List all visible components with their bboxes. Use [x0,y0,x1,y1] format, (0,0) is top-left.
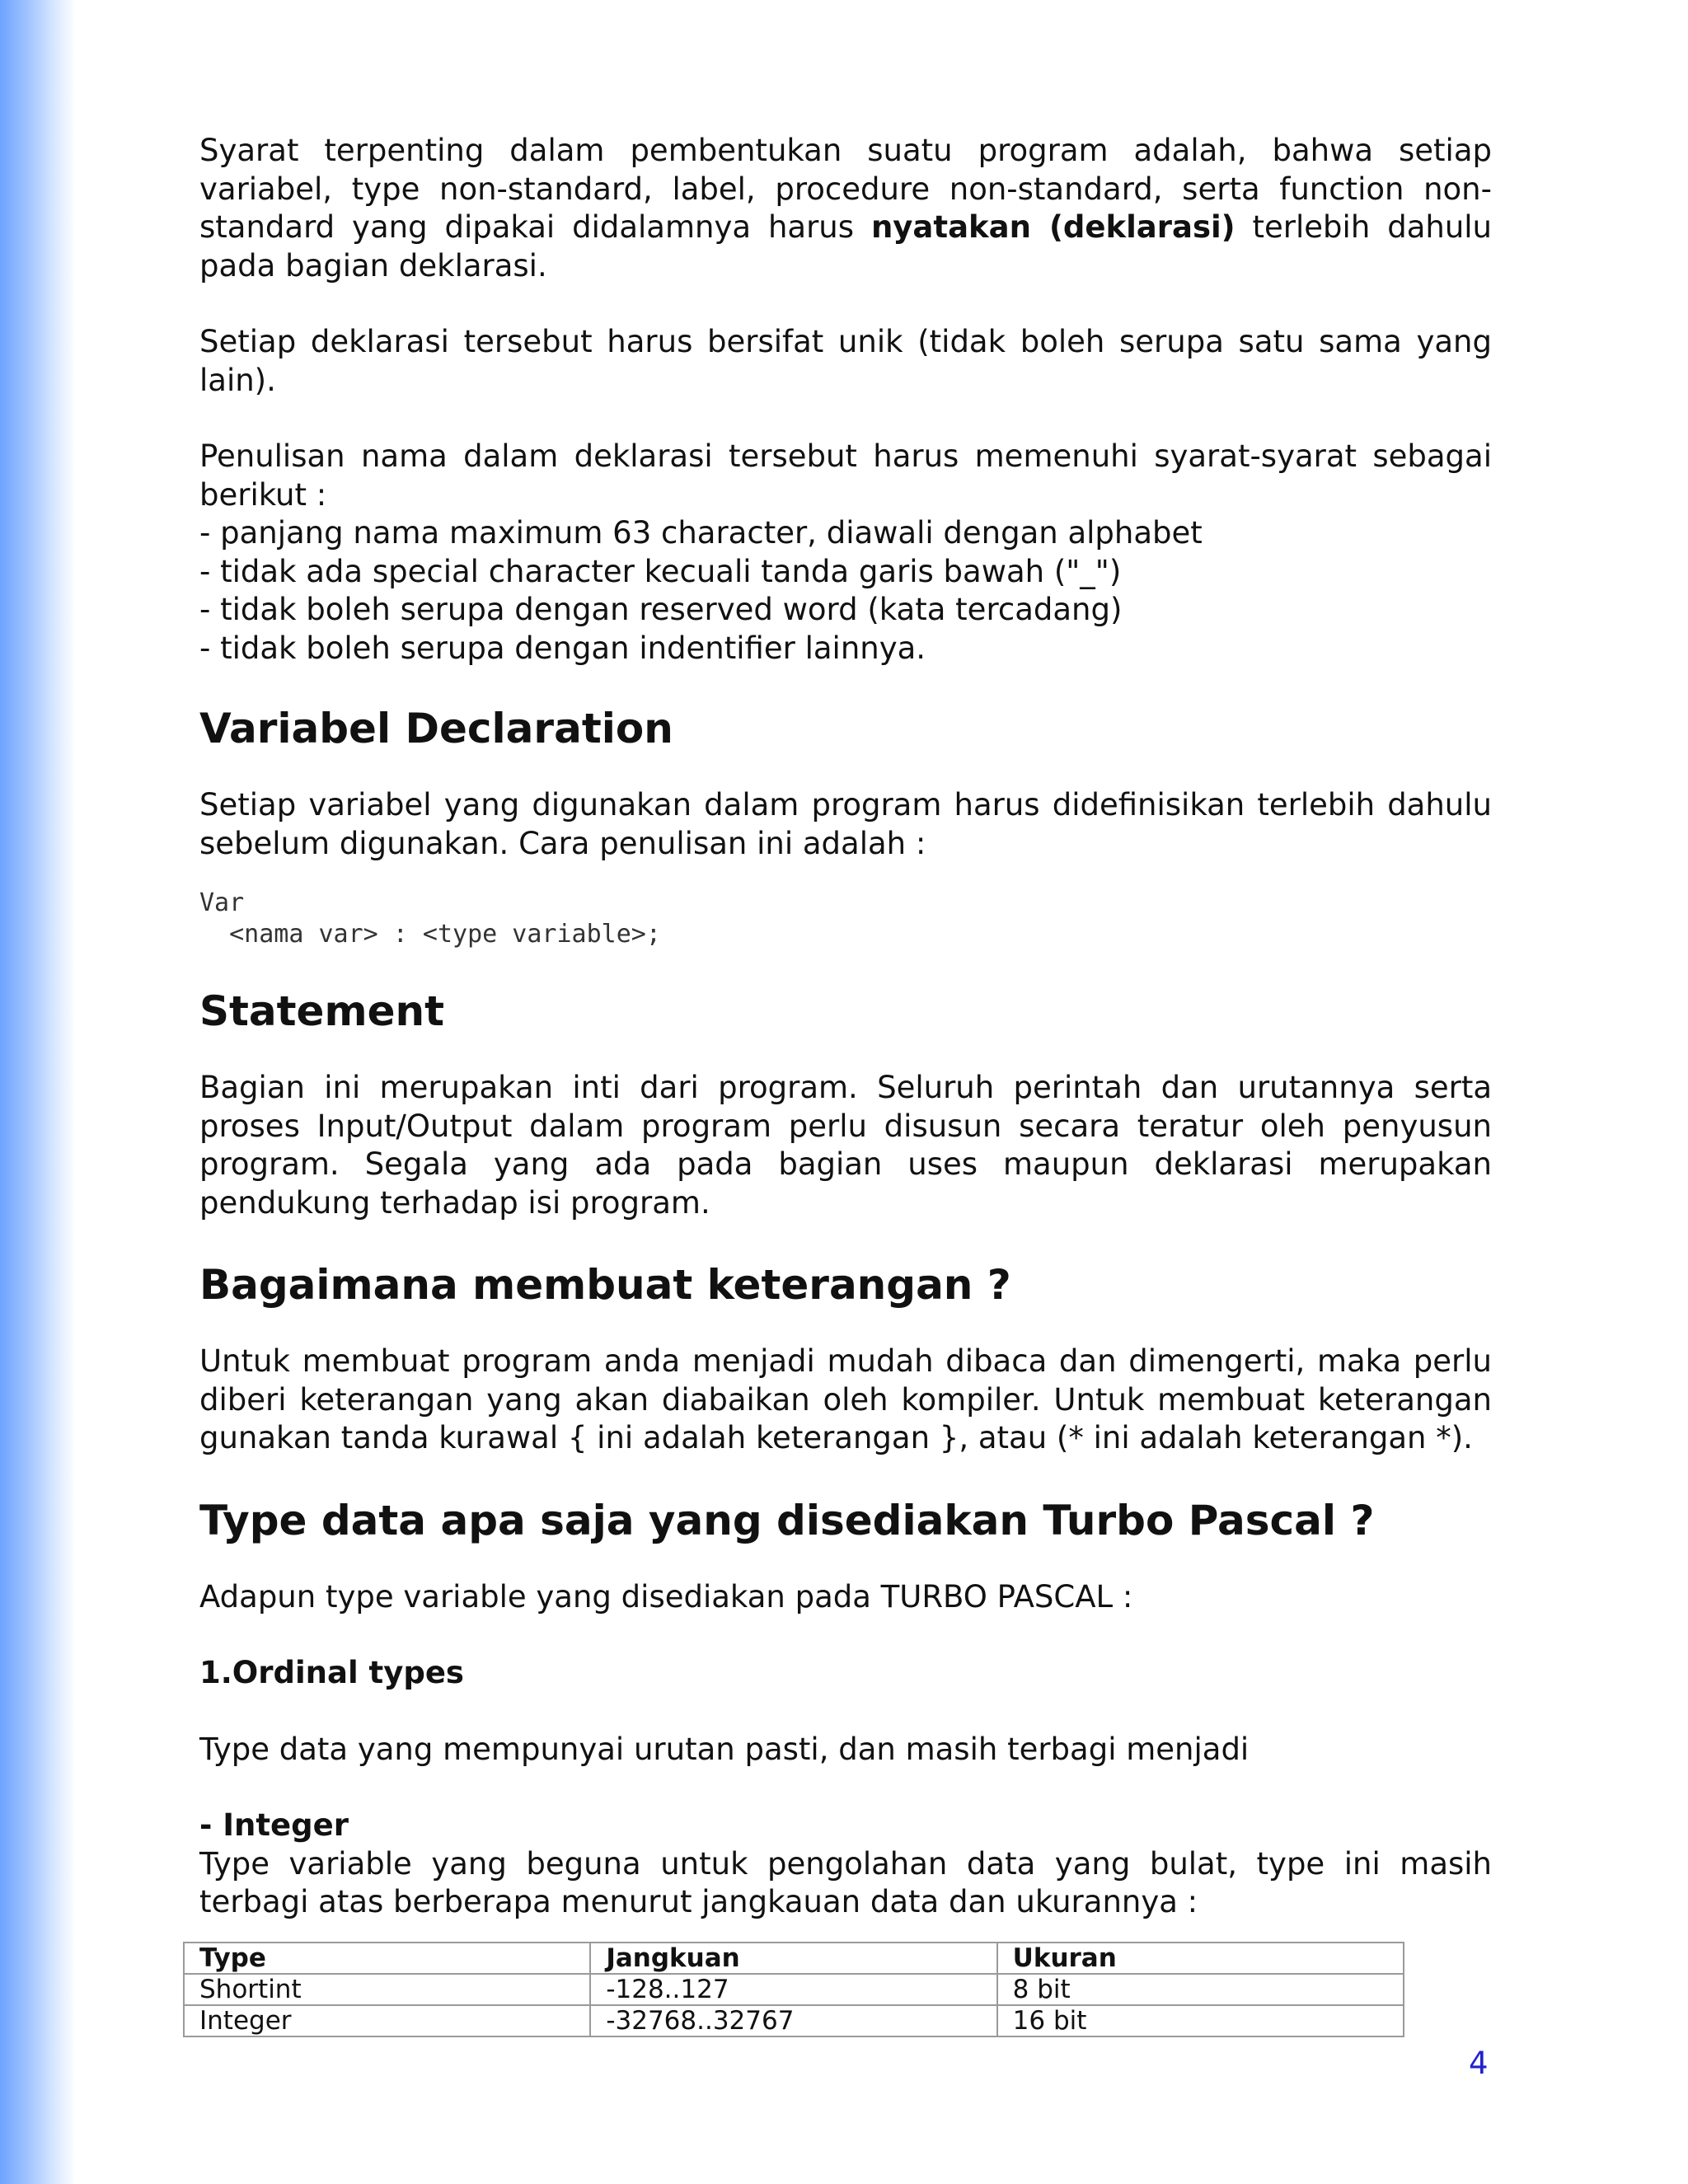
ordinal-types-heading: 1.Ordinal types [199,1655,464,1690]
page-number: 4 [1469,2046,1489,2081]
naming-rules-list [199,514,1492,668]
table-header-cell: Type [184,1943,590,1974]
typedata-intro: Adapun type variable yang disediakan pada TURBO PASCAL : [199,1578,1133,1615]
variabel-declaration-text: Setiap variabel yang digunakan dalam program harus didefinisikan terlebih dahulu sebelum digunakan. Cara penulisan ini adalah : [199,787,1492,861]
table-row [184,1974,1404,2005]
table-cell: Shortint [184,1974,590,2005]
intro-paragraph [199,132,1492,285]
typedata-heading: Type data apa saja yang disediakan Turbo Pascal ? [199,1496,1375,1544]
table-header-cell: Ukuran [997,1943,1404,1974]
table-cell: -128..127 [590,1974,996,2005]
keterangan-heading: Bagaimana membuat keterangan ? [199,1261,1011,1309]
integer-types-table [183,1942,1404,2037]
integer-text: Type variable yang beguna untuk pengolahan data yang bulat, type ini masih terbagi atas berberapa menurut jangkauan data dan ukurannya : [199,1845,1492,1919]
page-margin-gradient [0,0,76,2184]
table-header-cell: Jangkuan [590,1943,996,1974]
keterangan-text: Untuk membuat program anda menjadi mudah dibaca dan dimengerti, maka perlu diberi keterangan yang akan diabaikan oleh kompiler. Untuk membuat keterangan gunakan tanda kurawal { ini adalah keterangan }, atau (* ini adalah keterangan *). [199,1343,1492,1455]
variabel-code-block: Var <nama var> : <type variable>; [199,888,661,949]
intro-text-bold: nyatakan (deklarasi) [870,209,1236,245]
table-row [184,2005,1404,2036]
table-cell: 8 bit [997,1974,1404,2005]
statement-heading: Statement [199,987,444,1035]
unique-declaration-paragraph: Setiap deklarasi tersebut harus bersifat unik (tidak boleh serupa satu sama yang lain). [199,324,1492,398]
naming-rules-intro: Penulisan nama dalam deklarasi tersebut harus memenuhi syarat-syarat sebagai berikut : [199,438,1492,513]
statement-text: Bagian ini merupakan inti dari program. Seluruh perintah dan urutannya serta proses Input/Output dalam program perlu disusun secara teratur oleh penyusun program. Segala yang ada pada bagian uses maupun deklarasi merupakan pendukung terhadap isi program. [199,1070,1492,1221]
list-item: - tidak boleh serupa dengan reserved word (kata tercadang) [199,592,1123,627]
list-item: - tidak boleh serupa dengan indentifier lainnya. [199,630,926,666]
intro-text-start: Syarat terpenting dalam pembentukan suatu program adalah, bahwa setiap variabel, type non-standard, label, procedure non-standard, serta function non-standard yang dipakai didalamnya harus [199,133,1492,245]
table-header-row [184,1943,1404,1974]
table-cell: -32768..32767 [590,2005,996,2036]
document-body [199,132,1492,1960]
table-cell: 16 bit [997,2005,1404,2036]
intro-text-end: terlebih dahulu pada bagian deklarasi. [199,209,1492,284]
list-item: - tidak ada special character kecuali tanda garis bawah ("_") [199,553,1122,589]
integer-heading: - Integer [199,1807,349,1843]
variabel-declaration-heading: Variabel Declaration [199,705,673,752]
list-item: - panjang nama maximum 63 character, diawali dengan alphabet [199,515,1203,551]
ordinal-types-text: Type data yang mempunyai urutan pasti, dan masih terbagi menjadi [199,1731,1250,1767]
table-cell: Integer [184,2005,590,2036]
